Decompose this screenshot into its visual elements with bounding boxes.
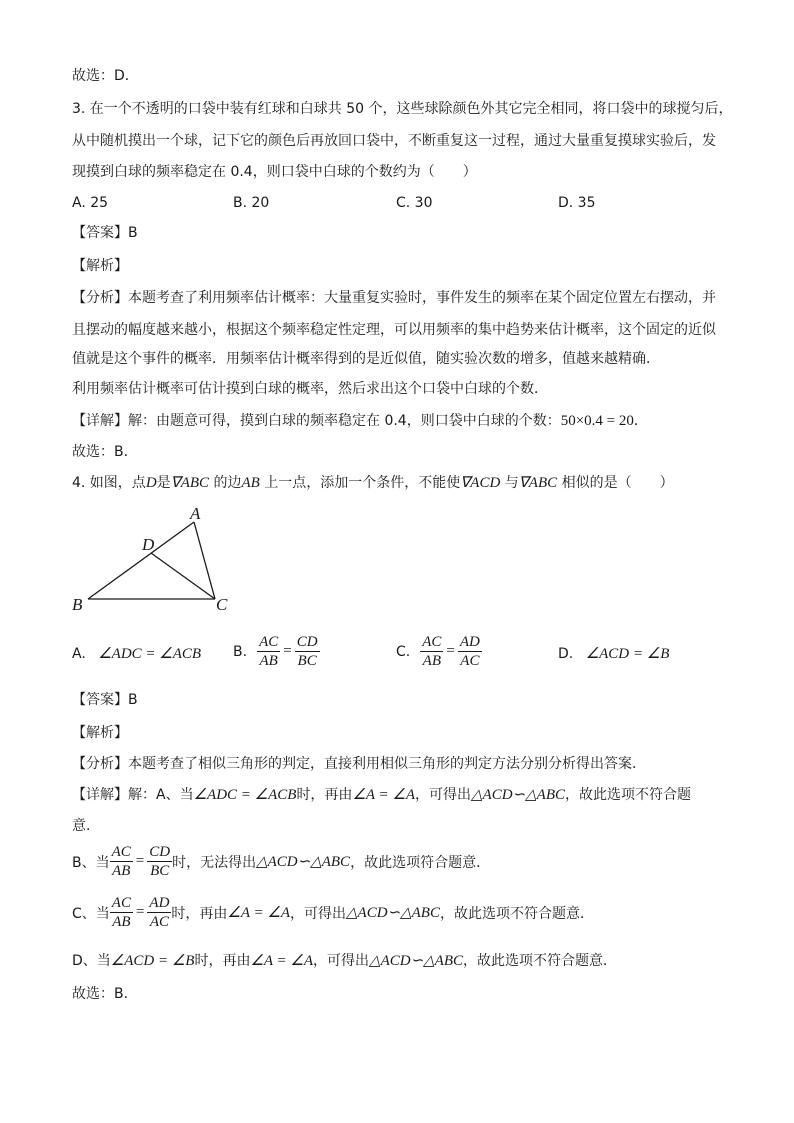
q4-stem-segment-ab: AB [241,475,260,491]
denominator: AB [259,653,278,669]
numerator: AC [111,895,131,911]
denominator: BC [297,653,317,669]
fraction [420,633,443,670]
fraction [110,894,133,931]
q3-xiangjie [72,411,648,431]
text: 时，再由 [194,953,251,969]
q4-stem-part: 是 [156,475,171,491]
q3-xiangjie-end: ． [633,413,648,429]
fraction [110,843,133,880]
q4-jiexi: 【解析】 [72,725,128,741]
q3-option-b: B. 20 [233,195,270,211]
text: ，故此选项符合题意． [350,854,491,871]
q4-option-d-expr: ∠ACD = ∠B [585,646,670,662]
q4-option-a-label: A. [72,646,86,662]
q4-conclusion: 故选：B． [72,986,138,1002]
text: D、当 [72,953,111,969]
q3-jiexi: 【解析】 [72,258,128,274]
math: ∠A = ∠A [352,787,416,803]
q4-xiangjie-d [72,951,617,971]
math: ∠ACD = ∠B [110,953,195,969]
text: 时，再由 [296,787,353,803]
numerator: CD [296,634,318,650]
math: ∠A = ∠A [227,905,290,921]
label-c: C [216,595,228,614]
q3-fenxi-line3: 值就是这个事件的概率．用频率估计概率得到的是近似值，随实验次数的增多，值越来越精确． [72,351,660,367]
q4-xiangjie-b [72,843,490,880]
numerator: AC [422,634,442,650]
label-d: D [142,535,155,554]
prev-conclusion: 故选：D． [72,68,139,84]
q3-stem-line1: 3. 在一个不透明的口袋中装有红球和白球共 50 个，这些球除颜色外其它完全相同，将口袋中的球搅匀后， [72,101,733,117]
text: 【详解】解：A、当 [72,787,194,803]
math: ∠A = ∠A [250,953,314,969]
triangle-figure [66,500,246,618]
denominator: BC [150,863,170,879]
q4-fenxi: 【分析】本题考查了相似三角形的判定，直接利用相似三角形的判定方法分别分析得出答案． [72,756,646,772]
denominator: AC [460,653,480,669]
q3-option-d: D. 35 [558,195,596,211]
q3-stem-line3: 现摸到白球的频率稳定在 0.4，则口袋中白球的个数约为（ ） [72,164,477,180]
math: △ACD∽△ABC [346,905,440,921]
q4-option-a [72,644,201,664]
fraction [295,633,320,670]
q4-xiangjie-a [72,785,691,805]
q4-option-c [396,633,482,670]
text: C、当 [72,905,110,922]
q3-xiangjie-formula: 50×0.4 = 20 [560,413,634,429]
q4-stem-part: 相似的是（ ） [557,475,674,491]
q4-stem-part: 上一点，添加一个条件，不能使 [259,475,461,491]
text: ，故此选项不符合题意． [463,953,618,969]
numerator: AC [111,844,131,860]
text: ，可得出 [290,905,346,922]
math: △ACD∽△ABC [369,953,464,969]
q3-conclusion: 故选：B． [72,444,138,460]
q3-fenxi-line1: 【分析】本题考查了利用频率估计概率：大量重复实验时，事件发生的频率在某个固定位置左右摆动，并 [72,290,716,306]
q4-option-b-label: B. [233,643,248,660]
text: ，故此选项不符合题 [565,787,691,803]
fraction [147,843,172,880]
q4-stem-triangle-abc-2: ∇ABC [518,475,558,491]
math: △ACD∽△ABC [256,854,351,870]
text: ，可得出 [415,787,472,803]
fraction [257,633,280,670]
fraction [147,894,171,931]
q4-option-d-label: D. [558,646,574,662]
q4-xiangjie-a-cont: 意． [72,818,100,834]
text: B、当 [72,854,110,871]
segment-ab [88,522,194,599]
q4-option-c-label: C. [396,643,411,660]
equals-sign: = [135,853,145,869]
denominator: AB [422,653,441,669]
denominator: AB [112,914,131,930]
text: ，故此选项不符合题意． [439,905,594,922]
q4-stem-triangle-abc: ∇ABC [170,475,210,491]
math: △ACD∽△ABC [471,787,565,803]
q4-option-a-expr: ∠ADC = ∠ACB [98,646,202,662]
q4-stem [72,473,674,493]
q3-xiangjie-text: 【详解】解：由题意可得，摸到白球的频率稳定在 0.4，则口袋中白球的个数： [72,413,561,429]
q4-stem-part: 与 [500,475,519,491]
q4-answer: 【答案】B [72,692,138,708]
denominator: AC [149,914,169,930]
q4-xiangjie-c [72,894,594,931]
numerator: AD [459,634,480,650]
q4-option-b [233,633,320,670]
q3-option-a: A. 25 [72,195,109,211]
equals-sign: = [446,643,455,659]
denominator: AB [112,863,131,879]
q4-stem-part: 的边 [209,475,242,491]
q3-fenxi-line4: 利用频率估计概率可估计摸到白球的概率，然后求出这个口袋中白球的个数． [72,381,548,397]
q3-stem-line2: 从中随机摸出一个球，记下它的颜色后再放回口袋中，不断重复这一过程，通过大量重复摸球实验后，发 [72,133,716,149]
segment-dc [151,553,215,599]
text: 时，无法得出 [172,854,257,871]
equals-sign: = [135,904,145,920]
numerator: AC [259,634,279,650]
q4-stem-triangle-acd: ∇ACD [460,475,501,491]
text: ，可得出 [313,953,370,969]
q4-stem-point-d: D [145,475,157,491]
fraction [458,633,482,670]
q3-option-c: C. 30 [396,195,433,211]
numerator: CD [149,844,171,860]
label-b: B [72,595,83,614]
q3-fenxi-line2: 且摆动的幅度越来越小，根据这个频率稳定性定理，可以用频率的集中趋势来估计概率，这个固定的近似 [72,322,716,338]
numerator: AD [149,895,170,911]
label-a: A [190,504,201,523]
equals-sign: = [283,643,292,659]
q4-option-d [558,644,669,664]
segment-ac [194,522,215,599]
q3-answer: 【答案】B [72,225,138,241]
text: 时，再由 [171,905,228,922]
q4-stem-part: 4. 如图，点 [72,475,146,491]
math: ∠ADC = ∠ACB [193,787,297,803]
